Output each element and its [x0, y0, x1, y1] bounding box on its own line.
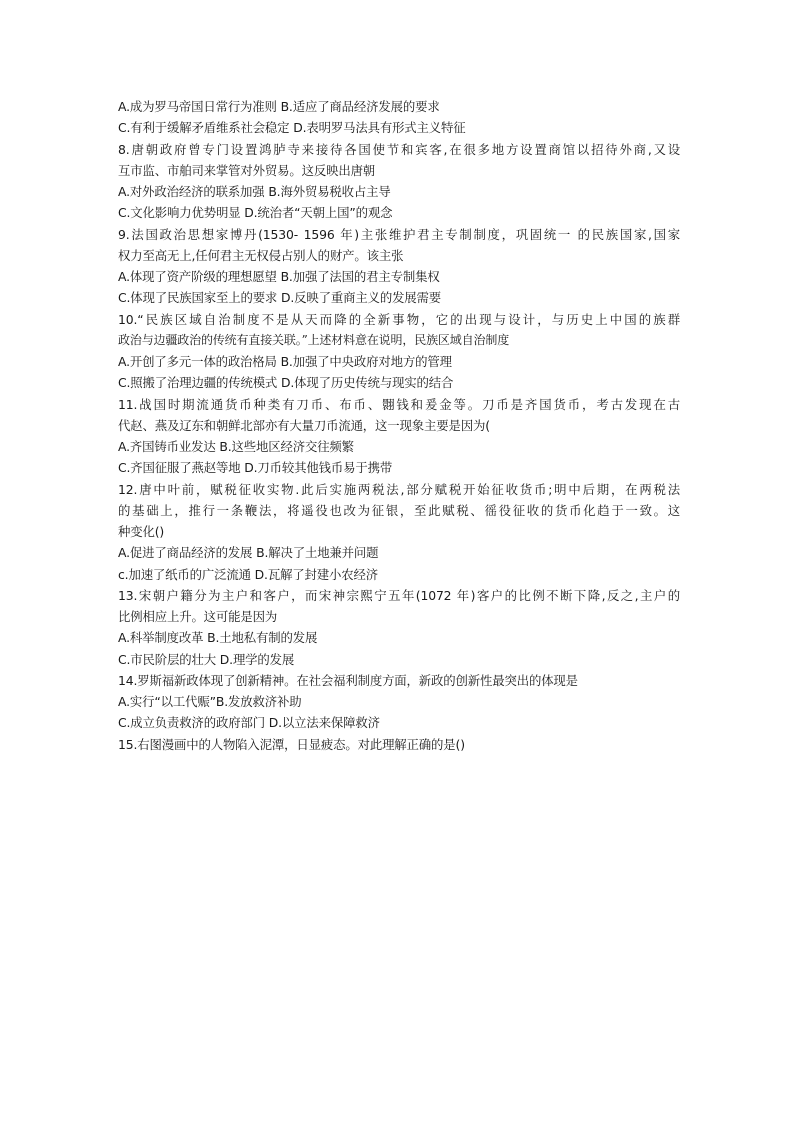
- q14-stem: 14.罗斯福新政体现了创新精神。在社会福利制度方面，新政的创新性最突出的体现是: [118, 672, 578, 688]
- q12-stem-line-1: 12.唐中叶前，赋税征收实物.此后实施两税法,部分赋税开始征收货币;明中后期，在两税法: [118, 481, 680, 497]
- q10-options-cd: C.照搬了治理边疆的传统模式 D.体现了历史传统与现实的结合: [118, 375, 454, 391]
- q8-stem-line-1: 8.唐朝政府曾专门设置鸿胪寺来接待各国使节和宾客,在很多地方设置商馆以招待外商,又设: [118, 141, 680, 157]
- q11-options-cd: C.齐国征服了燕赵等地 D.刀币较其他钱币易于携带: [118, 460, 393, 476]
- q14-options-ab: A.实行“以工代赈”B.发放救济补助: [118, 694, 302, 709]
- q12-options-ab: A.促进了商品经济的发展 B.解决了土地兼并问题: [118, 545, 379, 561]
- q8-options-ab: A.对外政治经济的联系加强 B.海外贸易税收占主导: [118, 184, 391, 199]
- q13-stem-line-2: 比例相应上升。这可能是因为: [118, 609, 278, 624]
- q9-stem-line-2: 权力至高无上,任何君主无权侵占别人的财产。该主张: [118, 247, 404, 263]
- q11-stem-line-1: 11.战国时期流通货币种类有刀币、布币、翾钱和爰金等。刀币是齐国货币，考古发现在古: [118, 396, 680, 412]
- q10-stem-line-2: 政治与边疆政治的传统有直接关联。”上述材料意在说明，民族区域自治制度: [118, 332, 510, 347]
- q11-options-ab: A.齐国铸币业发达 B.这些地区经济交往频繁: [118, 439, 354, 454]
- q7-options-cd: C.有利于缓解矛盾维系社会稳定 D.表明罗马法具有形式主义特征: [118, 120, 466, 136]
- q7-options-ab: A.成为罗马帝国日常行为准则 B.适应了商品经济发展的要求: [118, 99, 440, 114]
- q13-options-cd: C.市民阶层的壮大 D.理学的发展: [118, 651, 295, 667]
- q13-stem-line-1: 13.宋朝户籍分为主户和客户，而宋神宗熙宁五年(1072 年)客户的比例不断下降,反之,主户的: [118, 587, 680, 603]
- q11-stem-line-2: 代赵、燕及辽东和朝鲜北部亦有大量刀币流通，这一现象主要是因为(: [118, 417, 490, 433]
- q9-options-cd: C.体现了民族国家至上的要求 D.反映了重商主义的发展需要: [118, 290, 442, 306]
- q14-options-cd: C.成立负责救济的政府部门 D.以立法来保障救济: [118, 715, 380, 731]
- q12-stem-line-3: 种变化(): [118, 524, 165, 539]
- q8-stem-line-2: 互市监、市舶司来掌管对外贸易。这反映出唐朝: [118, 162, 376, 178]
- document-body: [118, 96, 680, 755]
- q12-options-cd: c.加速了纸币的广泛流通 D.瓦解了封建小农经济: [118, 566, 378, 582]
- q15-stem: 15.右图漫画中的人物陷入泥潭，日显疲态。对此理解正确的是(): [118, 736, 465, 752]
- q9-stem-line-1: 9.法国政治思想家博丹(1530- 1596 年)主张维护君主专制制度，巩固统一 的民族国家,国家: [118, 226, 680, 242]
- q9-options-ab: A.体现了资产阶级的理想愿望 B.加强了法国的君主专制集权: [118, 269, 440, 284]
- q12-stem-line-2: 的基础上，推行一条鞭法，将遥役也改为征银，至此赋税、徭役征收的货币化趋于一致。这: [118, 502, 680, 518]
- q10-options-ab: A.开创了多元一体的政治格局 B.加强了中央政府对地方的管理: [118, 354, 452, 369]
- q10-stem-line-1: 10.“民族区域自治制度不是从天而降的全新事物，它的出现与设计，与历史上中国的族群: [118, 311, 680, 327]
- q8-options-cd: C.文化影响力优势明显 D.统治者“天朝上国”的观念: [118, 205, 393, 221]
- q13-options-ab: A.科举制度改革 B.土地私有制的发展: [118, 630, 318, 646]
